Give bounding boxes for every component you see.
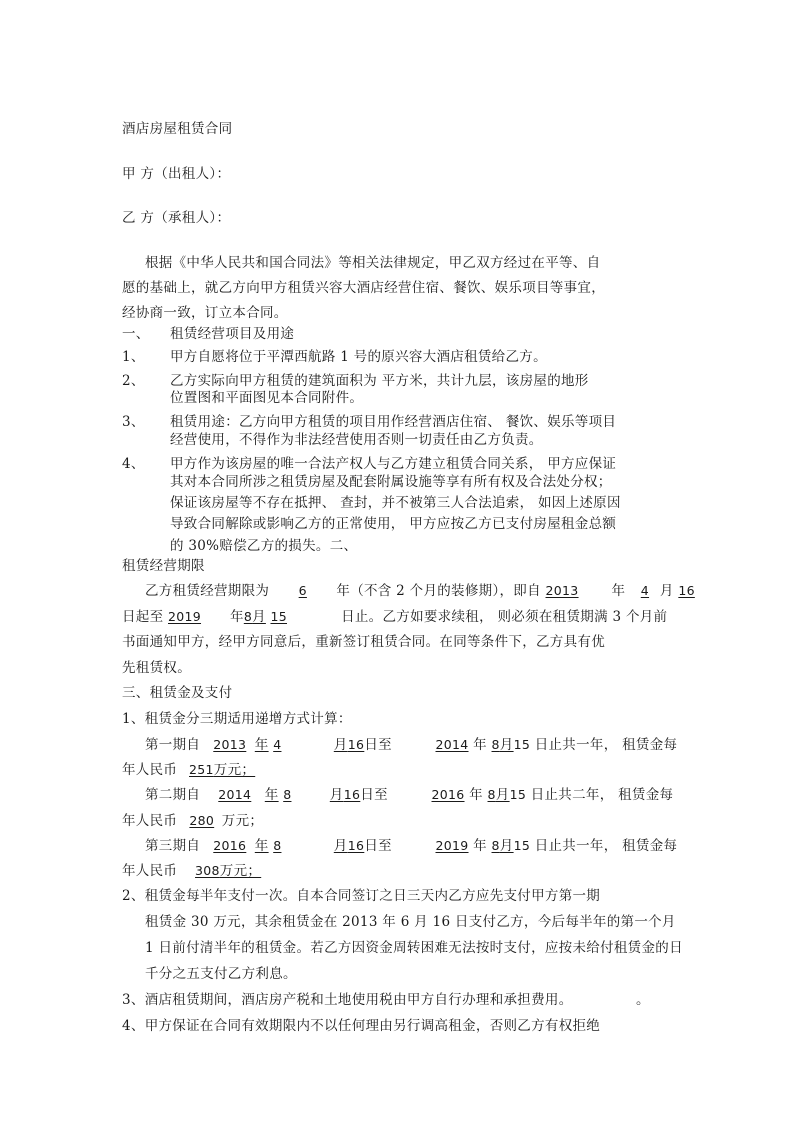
item-line: 租赁用途：乙方向甲方租赁的项目用作经营酒店住宿、 餐饮、娱乐等项目 bbox=[170, 414, 617, 430]
item-line: 保证该房屋等不存在抵押、 查封，并不被第三人合法追索， 如因上述原因 bbox=[170, 495, 621, 511]
item-line: 乙方实际向甲方租赁的建筑面积为 平方米，共计九层，该房屋的地形 bbox=[170, 373, 589, 389]
item-line: 经营使用，不得作为非法经营使用否则一切责任由乙方负责。 bbox=[170, 432, 543, 448]
phase-line: 第一期自 2013 年 4 月16日至 2014 年 8月15 日止共一年， 租赁金每 bbox=[145, 737, 678, 753]
document-title: 酒店房屋租赁合同 bbox=[122, 121, 233, 137]
section-title: 租赁经营项目及用途 bbox=[170, 326, 295, 342]
party-a-label: 甲 方（出租人）： bbox=[122, 166, 231, 182]
item-line: 其对本合同所涉之租赁房屋及配套附属设施等享有所有权及合法处分权； bbox=[170, 474, 612, 490]
item-line: 导致合同解除或影响乙方的正常使用， 甲方应按乙方已支付房屋租金总额 bbox=[170, 516, 617, 532]
preamble-line: 愿的基础上，就乙方向甲方租赁兴容大酒店经营住宿、餐饮、娱乐项目等事宜， bbox=[122, 280, 605, 296]
start-month-value: 4 bbox=[640, 583, 650, 598]
clause-line: 2、租赁金每半年支付一次。自本合同签订之日三天内乙方应先支付甲方第一期 bbox=[122, 888, 601, 904]
period-line-2: 日起至 2019 年8月 15 日止。乙方如要求续租， 则必须在租赁期满 3 个月前 bbox=[122, 609, 668, 625]
section-title: 租赁经营期限 bbox=[122, 558, 205, 574]
preamble-line: 经协商一致，订立本合同。 bbox=[122, 305, 288, 321]
clause-line: 1 日前付清半年的租赁金。若乙方因资金周转困难无法按时支付，应按未给付租赁金的日 bbox=[145, 940, 683, 956]
start-day-value: 16 bbox=[678, 583, 695, 598]
item-number: 1、 bbox=[122, 349, 145, 365]
start-year-value: 2013 bbox=[545, 583, 579, 598]
clause-line: 租赁金 30 万元，其余租赁金在 2013 年 6 月 16 日支付乙方，今后每半年的第一个月 bbox=[145, 914, 676, 930]
rent-intro: 1、租赁金分三期适用递增方式计算： bbox=[122, 711, 352, 727]
clause-line: 千分之五支付乙方利息。 bbox=[145, 966, 297, 982]
party-b-label: 乙 方（承租人）： bbox=[122, 210, 231, 226]
years-value: 6 bbox=[298, 583, 307, 598]
section-title: 三、租赁金及支付 bbox=[122, 685, 233, 701]
clause-line-end-mark: 。 bbox=[636, 992, 650, 1008]
item-line: 位置图和平面图见本合同附件。 bbox=[170, 390, 364, 406]
item-number: 2、 bbox=[122, 373, 145, 389]
phase-line: 第二期自 2014 年 8 月16日至 2016 年 8月15 日止共二年， 租赁金每 bbox=[145, 787, 674, 803]
phase-amount-line: 年人民币 280 万元； bbox=[122, 813, 264, 829]
clause-line: 4、甲方保证在合同有效期限内不以任何理由另行调高租金，否则乙方有权拒绝 bbox=[122, 1018, 601, 1034]
item-number: 3、 bbox=[122, 414, 145, 430]
item-line: 的 30%赔偿乙方的损失。二、 bbox=[170, 538, 358, 554]
period-line-4: 先租赁权。 bbox=[122, 660, 191, 676]
period-line-3: 书面通知甲方，经甲方同意后，重新签订租赁合同。在同等条件下，乙方具有优 bbox=[122, 634, 605, 650]
end-month-value: 8 bbox=[243, 609, 253, 624]
end-day-value: 15 bbox=[270, 609, 287, 624]
phase-line: 第三期自 2016 年 8 月16日至 2019 年 8月15 日止共一年， 租赁金每 bbox=[145, 838, 678, 854]
preamble-line: 根据《中华人民共和国合同法》等相关法律规定，甲乙双方经过在平等、自 bbox=[145, 255, 601, 271]
item-number: 4、 bbox=[122, 456, 145, 472]
section-number: 一、 bbox=[122, 326, 150, 342]
item-line: 甲方自愿将位于平潭西航路 1 号的原兴容大酒店租赁给乙方。 bbox=[170, 349, 547, 365]
end-year-value: 2019 bbox=[168, 609, 202, 624]
phase-amount-line: 年人民币 308万元； bbox=[122, 863, 262, 879]
clause-line: 3、酒店租赁期间，酒店房产税和土地使用税由甲方自行办理和承担费用。 bbox=[122, 992, 573, 1008]
item-line: 甲方作为该房屋的唯一合法产权人与乙方建立租赁合同关系， 甲方应保证 bbox=[170, 456, 617, 472]
period-line-1: 乙方租赁经营期限为 6 年（不含 2 个月的装修期），即自 2013 年 4 月 16 bbox=[145, 583, 695, 599]
phase-amount-line: 年人民币 251万元； bbox=[122, 762, 256, 778]
